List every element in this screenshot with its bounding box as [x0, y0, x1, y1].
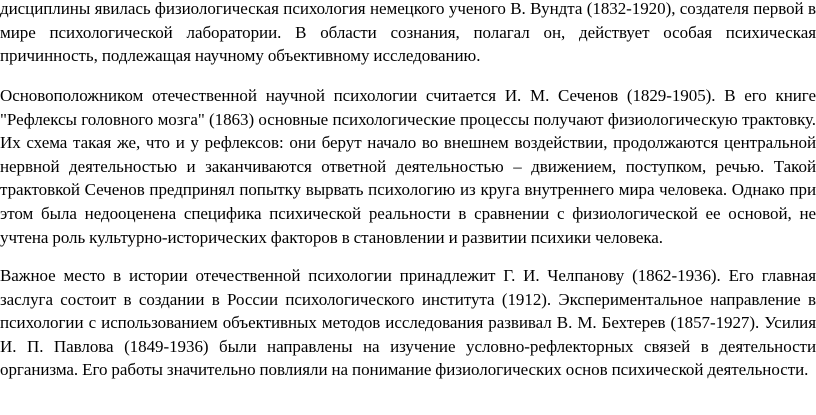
- paragraph-sechenov: Основоположником отечественной научной психологии считается И. М. Сеченов (1829-1905). В его книге "Рефлексы головного мозга" (1863) основные психологические процессы получают физиологическую трактовку. Их схема такая же, что и у рефлексов: они берут начало во внешнем воздействии, продолжаются центральной нервной деятельностью и заканчиваются ответной деятельностью – движением, поступком, речью. Такой трактовкой Сеченов предпринял попытку вырвать психологию из круга внутреннего мира человека. Однако при этом была недооценена специфика психической реальности в сравнении с физиологической ее основой, не учтена роль культурно-исторических факторов в становлении и развитии психики человека.: [0, 86, 816, 247]
- paragraph-wundt: дисциплины явилась физиологическая психология немецкого ученого В. Вундта (1832-1920), создателя первой в мире психологической лаборатории. В области сознания, полагал он, действует особая психическая причинность, подлежащая научному объективному исследованию.: [0, 0, 816, 66]
- paragraph-chelpanov: Важное место в истории отечественной психологии принадлежит Г. И. Челпанову (1862-1936). Его главная заслуга состоит в создании в России психологического института (1912). Экспериментальное направление в психологии с использованием объективных методов исследования развивал В. М. Бехтерев (1857-1927). Усилия И. П. Павлова (1849-1936) были направлены на изучение условно-рефлекторных связей в деятельности организма. Его работы значительно повлияли на понимание физиологических основ психической деятельности.: [0, 266, 816, 380]
